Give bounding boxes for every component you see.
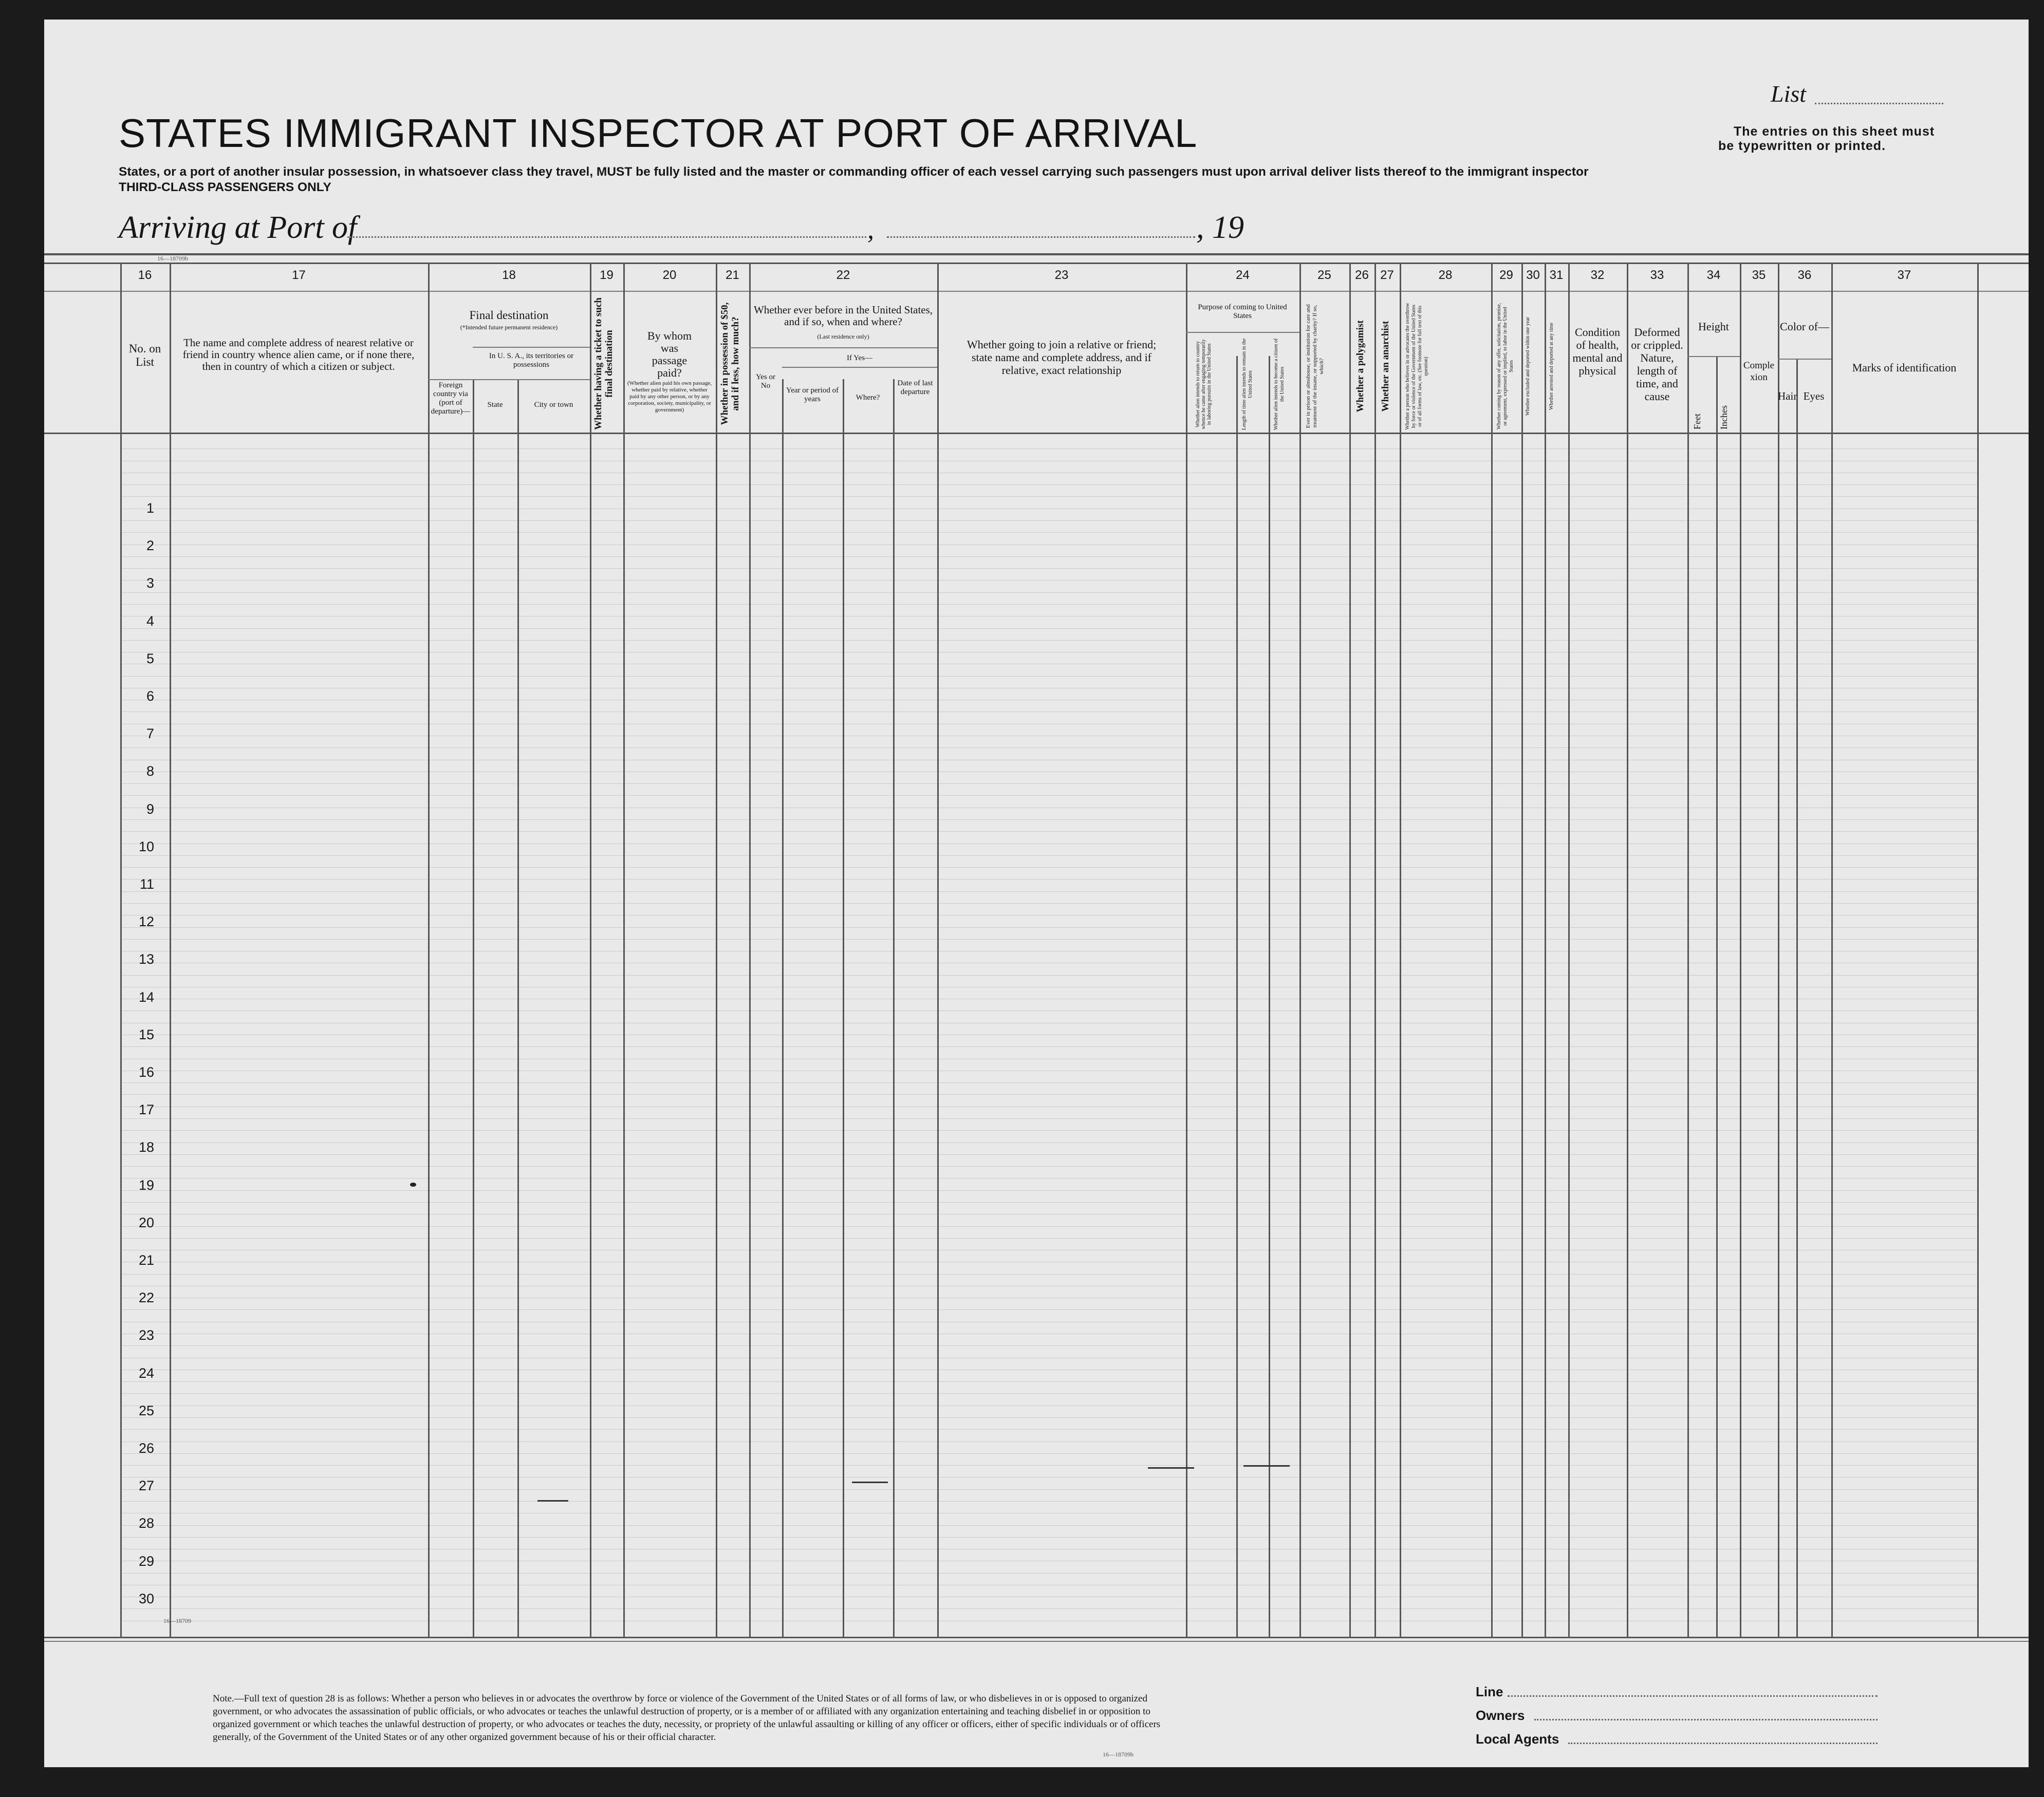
row-number: 21	[138, 1252, 154, 1268]
date-field[interactable]	[887, 236, 1195, 238]
header-join-relative: Whether going to join a relative or friend; state name and complete address, and if relative, exact relationship	[967, 338, 1157, 377]
col-line	[749, 263, 751, 1637]
row-number: 13	[138, 951, 154, 967]
rule	[749, 347, 937, 348]
ruling-line	[120, 520, 1977, 521]
owners-field[interactable]	[1534, 1719, 1878, 1720]
header-state: State	[487, 401, 503, 409]
ruling-line	[120, 1525, 1977, 1526]
line-field[interactable]	[1508, 1695, 1878, 1697]
header-prison: Ever in prison or almshouse, or institution for care and treatment of the insane, or supported by charity? If so, which?	[1305, 304, 1325, 428]
row-number: 19	[138, 1177, 154, 1193]
ruling-line	[120, 927, 1977, 928]
header-overthrow: Whether a person who believes in or advocates the overthrow by force or violence of the Government of the United States or of all forms of law, etc. (See footnote for full text of this question)	[1405, 303, 1429, 430]
ruling-line	[120, 903, 1977, 904]
row-number: 1	[146, 500, 154, 516]
ruling-line	[120, 1166, 1977, 1167]
row-number: 28	[138, 1515, 154, 1531]
col-line	[1740, 263, 1741, 1637]
col-line	[1831, 263, 1833, 1637]
col-number: 33	[1650, 268, 1664, 282]
ruling-line	[120, 448, 1977, 449]
col-line	[1236, 356, 1238, 1637]
rule	[44, 253, 2029, 255]
ruling-line	[120, 1429, 1977, 1430]
ruling-line	[120, 1465, 1977, 1466]
header-passage-paid: By whom was passage paid?	[647, 329, 692, 379]
ruling-line	[120, 1010, 1977, 1011]
col-line	[937, 263, 939, 1637]
row-number: 29	[138, 1553, 154, 1569]
form-code-top: 16—18709b	[157, 255, 188, 262]
ruling-line	[120, 831, 1977, 832]
ruling-line	[120, 592, 1977, 593]
header-purpose-return: Whether alien intends to return to country whence he came after engaging temporarily in laboring pursuits in the United States	[1195, 339, 1212, 429]
col-line	[1778, 263, 1779, 1637]
ruling-line	[120, 604, 1977, 605]
ruling-line	[120, 1489, 1977, 1490]
row-number: 26	[138, 1440, 154, 1456]
row-number: 2	[146, 538, 154, 554]
row-number: 25	[138, 1402, 154, 1418]
row-number: 12	[138, 914, 154, 930]
header-purpose-length: Length of time alien intends to remain in the United States	[1241, 338, 1253, 430]
ruling-line	[120, 1537, 1977, 1538]
header-labor-offer: Whether coming by reason of any offer, solicitation, promise, or agreement, expressed or implied, to labor in the United States	[1496, 303, 1514, 430]
header-where: Where?	[856, 394, 880, 402]
col-line	[716, 263, 717, 1637]
header-purpose-citizen: Whether alien intends to become a citizen of the United States	[1273, 338, 1285, 430]
col-line	[1627, 263, 1628, 1637]
ruling-line	[120, 819, 1977, 820]
col-line	[623, 263, 625, 1637]
ruling-line	[120, 1046, 1977, 1047]
ruling-line	[120, 1417, 1977, 1418]
ruling-line	[120, 1154, 1977, 1155]
ruling-line	[120, 1190, 1977, 1191]
col-number: 24	[1236, 268, 1250, 282]
instruction-2: be typewritten or printed.	[1718, 139, 1886, 153]
rule	[473, 347, 590, 348]
footnote-question-28: Note.—Full text of question 28 is as follows: Whether a person who believes in or advocates the overthrow by force or violence of the Government of the United States or of all forms of law, or who disbelieves in or is opposed to organized government, or who advocates the assassination of public officials, or who advocates or teaches the unlawful destruction of property, or is a member of or affiliated with any organization entertaining and teaching disbelief in or opposition to organized government or which teaches the unlawful destruction of property, or who advocates or teaches the duty, necessity, or propriety of the unlawful assaulting or killing of any officer or officers, either of specific individuals or of officers generally, of the Government of the United States or of any other organized government because of his or their official character.	[213, 1693, 1161, 1743]
ruling-line	[120, 1274, 1977, 1275]
ruling-line	[120, 1608, 1977, 1609]
list-number-field[interactable]	[1815, 103, 1943, 104]
col-line	[1977, 263, 1979, 1637]
col-number: 18	[502, 268, 516, 282]
ruling-line	[120, 580, 1977, 581]
row-number: 16	[138, 1064, 154, 1080]
col-line	[1400, 263, 1401, 1637]
form-subtitle: States, or a port of another insular possession, in whatsoever class they travel, MUST be fully listed and the master or commanding officer of each vessel carrying such passengers must upon arrival deliver lists thereof to the immigrant inspector	[119, 165, 1589, 179]
header-feet: Feet	[1692, 414, 1702, 429]
ruling-line	[120, 484, 1977, 485]
ruling-line	[120, 1345, 1977, 1346]
owners-label: Owners	[1476, 1708, 1525, 1723]
manifest-sheet	[44, 20, 2029, 1767]
rule	[44, 263, 2029, 264]
col-number: 29	[1499, 268, 1513, 282]
row-number: 30	[138, 1590, 154, 1606]
header-ticket: Whether having a ticket to such final destination	[593, 297, 615, 430]
header-health: Condition of health, mental and physical	[1572, 326, 1623, 377]
header-last-residence: (Last residence only)	[817, 333, 869, 340]
ruling-line	[120, 975, 1977, 976]
col-line	[170, 263, 171, 1637]
header-nearest-relative: The name and complete address of nearest relative or friend in country whence alien came, or if none there, then in country of which a citizen or subject.	[182, 336, 415, 372]
row-number: 7	[146, 726, 154, 742]
col-number: 35	[1752, 268, 1766, 282]
col-number: 19	[600, 268, 614, 282]
header-before-in-us: Whether ever before in the United States, and if so, when and where?	[753, 304, 933, 328]
ruling-line	[120, 496, 1977, 497]
header-complexion: Complexion	[1743, 360, 1775, 383]
col-number: 26	[1355, 268, 1369, 282]
header-anarchist: Whether an anarchist	[1380, 321, 1391, 412]
rule	[44, 291, 2029, 292]
rule	[1687, 356, 1740, 357]
col-line	[428, 263, 430, 1637]
rule	[428, 379, 590, 380]
col-number: 20	[662, 268, 677, 282]
col-number: 30	[1526, 268, 1540, 282]
header-usa: In U. S. A., its territories or possessions	[489, 352, 574, 369]
col-number: 37	[1897, 268, 1911, 282]
rule	[782, 367, 937, 368]
ruling-line	[120, 1082, 1977, 1083]
ruling-line	[120, 1118, 1977, 1119]
col-number: 31	[1549, 268, 1564, 282]
rule	[44, 1637, 2029, 1638]
col-number: 22	[836, 268, 850, 282]
local-agents-field[interactable]	[1568, 1743, 1878, 1744]
row-number: 23	[138, 1327, 154, 1343]
row-number: 17	[138, 1102, 154, 1118]
ruling-line	[120, 1453, 1977, 1454]
row-number: 14	[138, 989, 154, 1005]
col-number: 34	[1706, 268, 1721, 282]
header-if-yes: If Yes—	[846, 354, 872, 362]
col-number: 16	[138, 268, 152, 282]
header-final-destination-note: (*Intended future permanent residence)	[460, 324, 558, 331]
ruling-line	[120, 1381, 1977, 1382]
ruling-line	[120, 640, 1977, 641]
row-number: 3	[146, 575, 154, 591]
header-eyes: Eyes	[1803, 390, 1825, 402]
ruling-line	[120, 867, 1977, 868]
row-number: 9	[146, 801, 154, 817]
port-field[interactable]	[347, 236, 866, 238]
col-number: 23	[1054, 268, 1069, 282]
pen-mark	[1148, 1467, 1194, 1469]
col-line	[1521, 263, 1523, 1637]
header-year-period: Year or period of years	[786, 386, 839, 403]
local-agents-label: Local Agents	[1476, 1731, 1559, 1747]
ruling-line	[120, 855, 1977, 856]
header-list-number: No. on List	[128, 342, 161, 368]
col-line	[843, 379, 844, 1637]
header-passage-note: (Whether alien paid his own passage, whether paid by relative, whether paid by any other person, or by any corporation, society, municipality, or government)	[627, 380, 712, 413]
header-height: Height	[1698, 320, 1729, 333]
header-foreign-country: Foreign country via (port of departure)—	[431, 381, 471, 416]
ruling-line	[120, 1094, 1977, 1095]
line-label: Line	[1476, 1684, 1503, 1699]
header-inches: Inches	[1719, 405, 1729, 429]
col-line	[1796, 359, 1798, 1637]
ruling-line	[120, 1130, 1977, 1131]
list-label: List	[1771, 81, 1807, 107]
ruling-line	[120, 783, 1977, 784]
col-line	[893, 379, 895, 1637]
row-number: 24	[138, 1365, 154, 1381]
row-number: 15	[138, 1026, 154, 1042]
class-label: THIRD-CLASS PASSENGERS ONLY	[119, 180, 331, 194]
ruling-line	[120, 568, 1977, 569]
row-number: 18	[138, 1139, 154, 1155]
rule	[1778, 359, 1831, 360]
ruling-line	[120, 1226, 1977, 1227]
col-line	[1687, 263, 1689, 1637]
ruling-line	[120, 939, 1977, 940]
ruling-line	[120, 628, 1977, 629]
year-label: , 19	[1196, 210, 1244, 245]
row-number: 27	[138, 1478, 154, 1494]
comma: ,	[867, 215, 874, 245]
ruling-line	[120, 556, 1977, 557]
header-deformed: Deformed or crippled. Nature, length of time, and cause	[1631, 326, 1683, 403]
row-number: 10	[138, 838, 154, 854]
col-number: 32	[1590, 268, 1605, 282]
row-number: 11	[139, 876, 154, 892]
row-number: 22	[138, 1290, 154, 1306]
row-number: 4	[146, 613, 154, 629]
row-number: 8	[146, 763, 154, 779]
header-last-departure: Date of last departure	[897, 379, 933, 396]
rule	[44, 433, 2029, 434]
col-number: 27	[1380, 268, 1394, 282]
pen-mark	[537, 1500, 568, 1502]
col-number: 28	[1438, 268, 1453, 282]
col-line	[1545, 263, 1546, 1637]
header-city: City or town	[534, 401, 573, 409]
pen-mark	[1243, 1465, 1290, 1467]
col-line	[1269, 356, 1270, 1637]
col-line	[473, 379, 474, 1637]
col-line	[1716, 356, 1718, 1637]
header-color-of: Color of—	[1780, 320, 1829, 333]
ruling-line	[120, 676, 1977, 677]
ruling-line	[120, 795, 1977, 796]
ruling-line	[120, 1202, 1977, 1203]
form-code-left: 16—18709	[163, 1617, 191, 1624]
col-line	[1349, 263, 1351, 1637]
col-line	[782, 379, 784, 1637]
pen-mark	[410, 1183, 416, 1187]
col-line	[517, 379, 519, 1637]
form-code-right: 16—18709b	[1103, 1751, 1134, 1758]
header-excluded: Whether excluded and deported within one year	[1525, 316, 1531, 416]
rule	[44, 1641, 2029, 1642]
ruling-line	[120, 1309, 1977, 1310]
header-final-destination: Final destination	[469, 309, 549, 322]
row-number: 20	[138, 1214, 154, 1230]
col-number: 21	[726, 268, 739, 282]
col-number: 17	[292, 268, 306, 282]
row-number: 6	[146, 688, 154, 704]
arriving-label: Arriving at Port of	[119, 210, 357, 245]
col-line	[1299, 263, 1301, 1637]
ruling-line	[120, 891, 1977, 892]
header-marks: Marks of identification	[1852, 361, 1957, 374]
page-title: STATES IMMIGRANT INSPECTOR AT PORT OF ARRIVAL	[119, 110, 1198, 156]
col-line	[1186, 263, 1187, 1637]
header-yes-no: Yes or No	[755, 373, 776, 390]
header-polygamist: Whether a polygamist	[1355, 320, 1366, 413]
header-arrested: Whether arrested and deported at any time	[1549, 323, 1554, 410]
header-purpose: Purpose of coming to United States	[1198, 303, 1287, 320]
ruling-line	[120, 1573, 1977, 1574]
col-line	[1491, 263, 1493, 1637]
row-number: 5	[146, 650, 154, 666]
header-hair: Hair	[1778, 390, 1797, 402]
col-line	[120, 263, 122, 1637]
ruling-line	[120, 1393, 1977, 1394]
col-number: 36	[1797, 268, 1812, 282]
col-line	[1568, 263, 1570, 1637]
col-line	[590, 263, 591, 1637]
col-line	[1374, 263, 1376, 1637]
ruling-line	[120, 1501, 1977, 1502]
header-fifty-dollars: Whether in possession of $50, and if less, how much?	[719, 302, 741, 425]
ruling-line	[120, 1238, 1977, 1239]
col-number: 25	[1317, 268, 1331, 282]
ruling-line	[120, 532, 1977, 533]
rule	[1186, 332, 1299, 333]
instruction-1: The entries on this sheet must	[1734, 124, 1935, 139]
pen-mark	[852, 1482, 888, 1483]
ruling-line	[120, 747, 1977, 748]
